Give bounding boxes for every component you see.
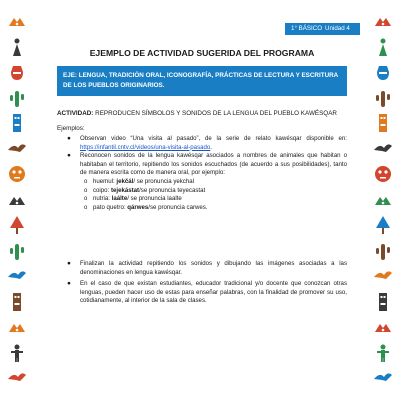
circle-bullet-icon: o <box>84 196 88 203</box>
totem-icon <box>372 112 394 134</box>
cactus-icon-svg <box>372 240 394 262</box>
totem-icon-svg <box>372 291 394 313</box>
mask-icon-svg <box>372 163 394 185</box>
pottery-icon <box>6 61 28 83</box>
bird-icon-svg <box>6 265 28 287</box>
figure-icon-svg <box>372 342 394 364</box>
figure-icon <box>372 342 394 364</box>
bullet-icon: ● <box>67 152 71 160</box>
list-item <box>57 280 347 306</box>
fox-icon-svg <box>6 10 28 32</box>
bird-icon-svg <box>6 138 28 160</box>
pronunciation: /se pronuncia teyecastat <box>139 186 206 194</box>
item-text-end: . <box>210 143 212 151</box>
tree-icon-svg <box>6 214 28 236</box>
cactus-icon <box>6 87 28 109</box>
figure-icon-svg <box>6 342 28 364</box>
animal-name: nutria: <box>93 195 110 203</box>
woman-figure-icon <box>372 36 394 58</box>
bullet-icon: ● <box>67 280 71 288</box>
unit-tag <box>285 23 360 35</box>
animal-name: pato quetro: <box>93 203 126 211</box>
item-text: Observan video “Una visita al pasado”, de la serie de relato kawésqar disponible en: <box>80 135 347 142</box>
totem-icon-svg <box>372 112 394 134</box>
circle-bullet-icon: o <box>84 178 88 185</box>
activity-line <box>57 110 347 117</box>
totem-icon <box>6 291 28 313</box>
kawesqar-word: qárwes <box>127 203 149 211</box>
woman-figure-icon-svg <box>372 36 394 58</box>
mask-icon <box>372 163 394 185</box>
list-item <box>57 260 347 277</box>
tree-icon <box>372 214 394 236</box>
examples-label: Ejemplos: <box>57 125 85 132</box>
totem-icon-svg <box>6 112 28 134</box>
cactus-icon <box>6 240 28 262</box>
bird-icon-svg <box>6 367 28 389</box>
circle-bullet-icon: o <box>84 187 88 194</box>
sub-list-item <box>57 204 347 213</box>
fox-icon <box>372 189 394 211</box>
totem-icon <box>372 291 394 313</box>
totem-icon <box>6 112 28 134</box>
bird-icon-svg <box>372 138 394 160</box>
pottery-icon-svg <box>6 61 28 83</box>
left-decorative-border <box>6 10 28 395</box>
bird-icon <box>372 265 394 287</box>
page-title: EJEMPLO DE ACTIVIDAD SUGERIDA DEL PROGRAMA <box>89 48 315 58</box>
item-text: Finalizan la actividad repitiendo los sonidos y dibujando las imágenes asociadas a las denominaciones en lengua kawésqar. <box>80 260 347 276</box>
fox-icon <box>372 10 394 32</box>
fox-icon-svg <box>6 189 28 211</box>
bird-icon <box>6 265 28 287</box>
bird-icon <box>372 138 394 160</box>
totem-icon-svg <box>6 291 28 313</box>
bullet-icon: ● <box>67 135 71 142</box>
axis-banner: EJE: LENGUA, TRADICIÓN ORAL, ICONOGRAFÍA, PRÁCTICAS DE LECTURA Y ESCRITURA DE LOS PUEBLOS ORIGINARIOS. <box>57 66 347 96</box>
bird-icon-svg <box>372 265 394 287</box>
list-item <box>57 152 347 178</box>
item-text: Reconocen sonidos de la lengua kawésqar asociados a nombres de animales que habitan o habitaban el territorio, repitiendo los sonidos escuchados (de acuerdo a sus posibilidades), tanto de manera escrita como de manera oral, por ejemplo: <box>80 152 347 177</box>
mask-icon-svg <box>6 163 28 185</box>
kawesqar-word: tejekástat <box>110 186 140 194</box>
bird-icon <box>6 367 28 389</box>
unit-label: Unidad 4 <box>325 25 350 32</box>
fox-icon-svg <box>6 316 28 338</box>
sub-list-item <box>57 187 347 196</box>
animal-name: coipo: <box>93 186 110 194</box>
examples-list <box>57 135 347 212</box>
pottery-icon-svg <box>372 61 394 83</box>
tree-icon <box>6 214 28 236</box>
fox-icon <box>6 189 28 211</box>
activity-label: ACTIVIDAD: <box>57 110 94 117</box>
fox-icon <box>6 10 28 32</box>
unit-level: 1° BÁSICO <box>291 25 323 32</box>
right-decorative-border <box>372 10 394 395</box>
cactus-icon-svg <box>6 87 28 109</box>
fox-icon-svg <box>372 316 394 338</box>
pronunciation: / se pronuncia laalte <box>127 195 182 203</box>
fox-icon <box>372 316 394 338</box>
fox-icon-svg <box>372 10 394 32</box>
kawesqar-word: laálte <box>111 195 128 203</box>
list-item <box>57 135 347 152</box>
pottery-icon <box>372 61 394 83</box>
mask-icon <box>6 163 28 185</box>
bird-icon <box>372 367 394 389</box>
pronunciation: / se pronuncia yekchal <box>133 177 194 185</box>
fox-icon-svg <box>372 189 394 211</box>
cactus-icon <box>372 87 394 109</box>
sub-list-item <box>57 195 347 204</box>
activity-text: REPRODUCEN SÍMBOLOS Y SONIDOS DE LA LENGUA DEL PUEBLO KAWÉSQAR <box>95 110 337 117</box>
bird-icon-svg <box>372 367 394 389</box>
circle-bullet-icon: o <box>84 204 88 211</box>
video-link[interactable]: https://infantil.cntv.cl/videos/una-visita-al-pasado <box>80 143 211 151</box>
cactus-icon-svg <box>6 240 28 262</box>
sub-list-item <box>57 178 347 187</box>
tree-icon-svg <box>372 214 394 236</box>
animal-name: huemul: <box>93 177 115 185</box>
bird-icon <box>6 138 28 160</box>
figure-icon <box>6 342 28 364</box>
item-text: En el caso de que existan estudiantes, educador tradicional y/o docente que conozcan otras lenguas, pueden hacer uso de estas para enseñar palabras, con la finalidad de promover su uso, cotidianamente, al interior de la sala de clases. <box>80 280 347 305</box>
kawesqar-word: jekčál <box>116 177 134 185</box>
pronunciation: /se pronuncia carwes. <box>148 203 208 211</box>
closing-list <box>57 260 347 306</box>
fox-icon <box>6 316 28 338</box>
woman-figure-icon <box>6 36 28 58</box>
cactus-icon <box>372 240 394 262</box>
bullet-icon: ● <box>67 260 71 267</box>
cactus-icon-svg <box>372 87 394 109</box>
woman-figure-icon-svg <box>6 36 28 58</box>
